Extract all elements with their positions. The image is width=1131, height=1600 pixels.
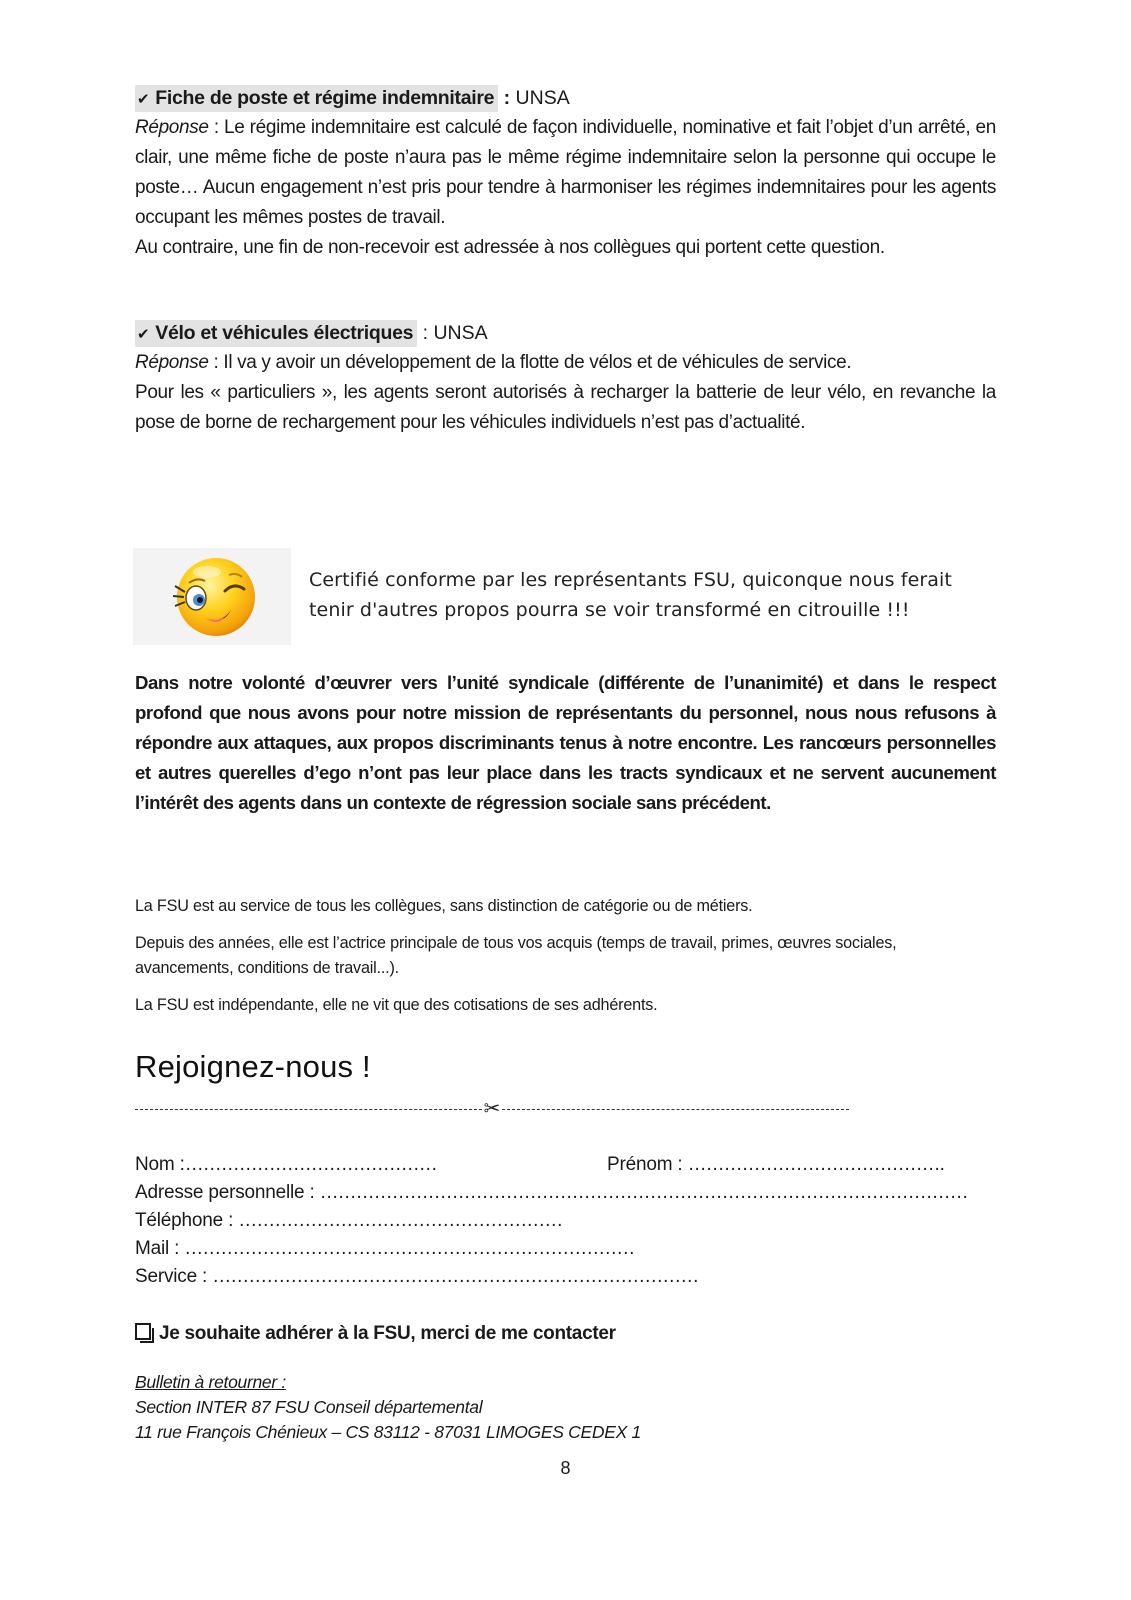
response-text: : Le régime indemnitaire est calculé de façon individuelle, nominative et fait l’objet d’un arrêté, en clair, une même fiche de poste n’aura pas le même régime indemnitaire selon la personne qui occupe le poste… Aucun engagement n’est pris pour tendre à harmoniser les régimes indemnitaires pour les agents occupant les mêmes postes de travail.	[135, 117, 996, 228]
fsu-info-1: La FSU est au service de tous les collègues, sans distinction de catégorie ou de métiers.	[135, 897, 753, 915]
check-icon: ✔	[137, 91, 150, 108]
adresse-label: Adresse personnelle :	[135, 1182, 320, 1203]
response-label: Réponse	[135, 117, 209, 138]
form-telephone[interactable]	[135, 1207, 562, 1235]
response-label: Réponse	[135, 352, 209, 373]
response-extra: Pour les « particuliers », les agents seront autorisés à recharger la batterie de leur vélo, en revanche la pose de borne de rechargement pour les véhicules individuels n’est pas d’actualité.	[135, 382, 996, 433]
fsu-info-2: Depuis des années, elle est l’actrice principale de tous vos acquis (temps de travail, primes, œuvres sociales, avancements, conditions de travail...).	[135, 934, 897, 977]
section-fiche-de-poste	[135, 83, 996, 263]
service-label: Service :	[135, 1266, 213, 1287]
union-statement: Dans notre volonté d’œuvrer vers l’unité syndicale (différente de l’unanimité) et dans le respect profond que nous avons pour notre mission de représentants du personnel, nous nous refusons à répondre aux attaques, aux propos discriminants tenus à notre encontre. Les rancœurs personnelles et autres querelles d’ego n’ont pas leur place dans les tracts syndicaux et ne servent aucunement l’intérêt des agents dans un contexte de régression sociale sans précédent.	[135, 672, 996, 813]
bulletin-address-line-1: Section INTER 87 FSU Conseil départemental	[135, 1397, 483, 1417]
winking-face-icon	[133, 548, 291, 645]
join-title: Rejoignez-nous !	[135, 1049, 371, 1084]
heading-highlight	[135, 320, 417, 347]
nom-field[interactable]: ……………………………………	[184, 1154, 437, 1175]
checkbox-icon[interactable]	[135, 1323, 151, 1340]
response-paragraph	[135, 348, 996, 378]
prenom-field[interactable]: …………………………………….	[687, 1154, 944, 1175]
form-prenom[interactable]	[607, 1151, 944, 1179]
form-service[interactable]	[135, 1263, 698, 1291]
service-field[interactable]: ………………………………………………………………………	[212, 1266, 699, 1287]
certification-line-1: Certifié conforme par les représentants FSU, quiconque nous ferait	[309, 569, 952, 591]
heading-org: UNSA	[515, 87, 570, 109]
check-icon: ✔	[137, 326, 150, 343]
bulletin-title: Bulletin à retourner :	[135, 1372, 286, 1392]
heading-org: UNSA	[433, 322, 488, 344]
certification-line-2: tenir d'autres propos pourra se voir transformé en citrouille !!!	[309, 599, 910, 621]
section-heading	[135, 318, 996, 348]
heading-separator: :	[498, 87, 516, 109]
prenom-label: Prénom :	[607, 1154, 688, 1175]
section-velo	[135, 318, 996, 438]
scissors-icon: ✂	[483, 1098, 501, 1120]
page-number: 8	[560, 1458, 571, 1478]
adhere-checkbox-row[interactable]	[135, 1320, 616, 1348]
response-text: : Il va y avoir un développement de la flotte de vélos et de véhicules de service.	[208, 352, 852, 373]
section-heading	[135, 83, 996, 113]
form-adresse[interactable]	[135, 1179, 968, 1207]
telephone-field[interactable]: ………………………………………………	[238, 1210, 563, 1231]
heading-highlight	[135, 85, 498, 112]
heading-text: Fiche de poste et régime indemnitaire	[155, 87, 495, 109]
telephone-label: Téléphone :	[135, 1210, 239, 1231]
adhere-checkbox-label: Je souhaite adhérer à la FSU, merci de me contacter	[159, 1323, 616, 1344]
bulletin-return-info	[135, 1370, 641, 1445]
fsu-info-3: La FSU est indépendante, elle ne vit que des cotisations de ses adhérents.	[135, 996, 658, 1014]
form-mail[interactable]	[135, 1235, 634, 1263]
heading-text: Vélo et véhicules électriques	[155, 322, 414, 344]
response-extra: Au contraire, une fin de non-recevoir est adressée à nos collègues qui portent cette question.	[135, 237, 885, 258]
bulletin-address-line-2: 11 rue François Chénieux – CS 83112 - 87031 LIMOGES CEDEX 1	[135, 1422, 641, 1442]
form-nom[interactable]	[135, 1151, 437, 1179]
response-paragraph	[135, 113, 996, 233]
heading-separator: :	[417, 322, 434, 344]
dashed-line-right	[502, 1109, 849, 1110]
dashed-line-left	[135, 1109, 482, 1110]
certification-text	[309, 565, 999, 625]
cut-line	[135, 1099, 849, 1119]
adresse-field[interactable]: ………………………………………………………………………………………………	[319, 1182, 968, 1203]
winking-emoji-image	[133, 548, 291, 645]
nom-label: Nom :	[135, 1154, 185, 1175]
mail-field[interactable]: …………………………………………………………………	[184, 1238, 635, 1259]
mail-label: Mail :	[135, 1238, 185, 1259]
